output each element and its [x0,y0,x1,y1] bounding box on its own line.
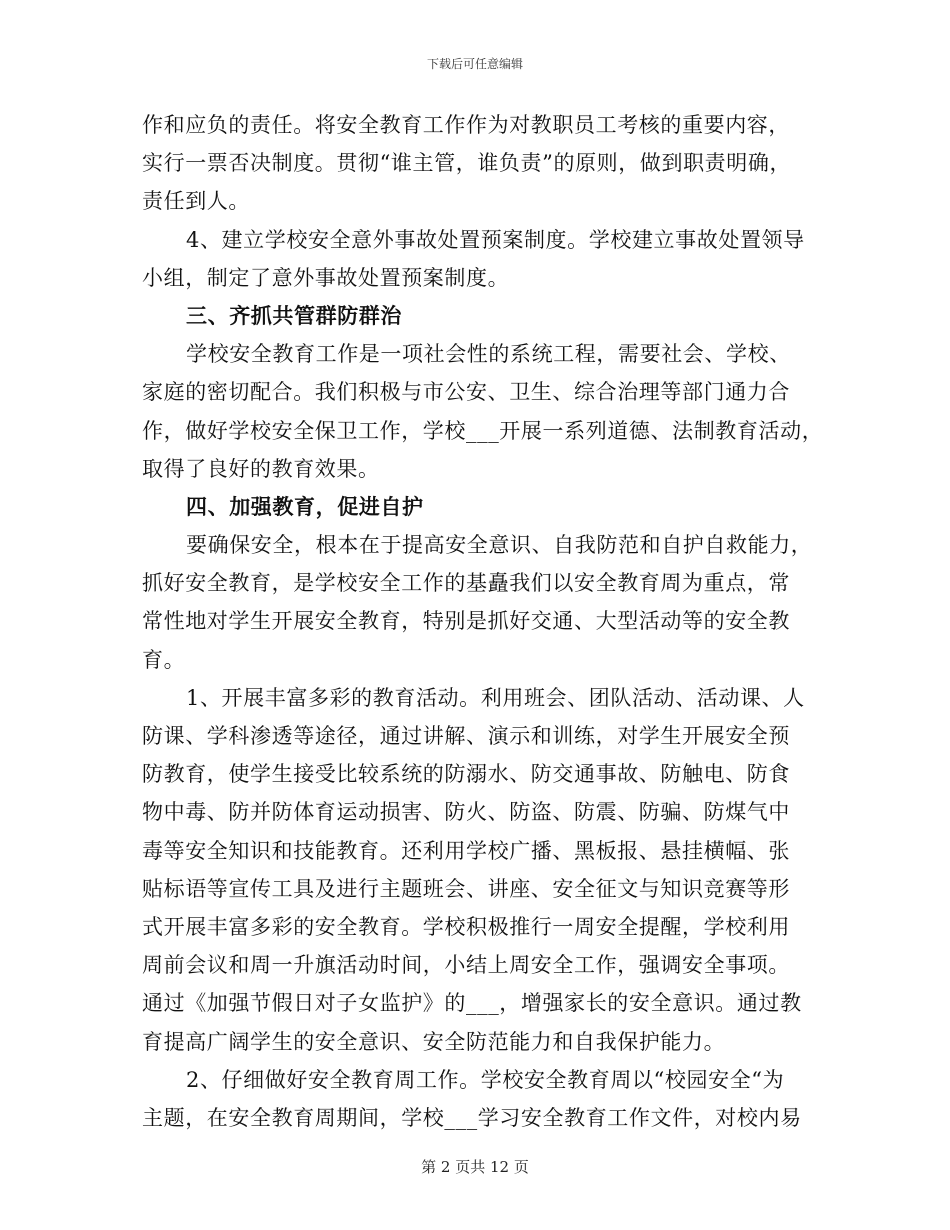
document-body [142,106,824,1137]
body-text-line: 作和应负的责任。将安全教育工作作为对教职员工考核的重要内容， [142,113,790,137]
body-text-line: 学校安全教育工作是一项社会性的系统工程，需要社会、学校、 [186,342,791,367]
body-text-line: 4、建立学校安全意外事故处置预案制度。学校建立事故处置领导 [186,227,805,252]
body-text-line: 物中毒、防并防体育运动损害、防火、防盗、防震、防骗、防煤气中 [142,800,790,825]
body-text-line: 式开展丰富多彩的安全教育。学校积极推行一周安全提醒，学校利用 [142,914,790,939]
body-text-line: 抓好安全教育，是学校安全工作的基矗我们以安全教育周为重点，常 [142,571,790,596]
page-header: 下载后可任意编辑 [426,57,523,71]
body-text-line: 周前会议和周一升旗活动时间，小结上周安全工作，强调安全事项。 [142,953,790,978]
body-text-line: 作，做好学校安全保卫工作，学校___开展一系列道德、法制教育活动， [142,418,824,443]
body-text-line: 2、仔细做好安全教育周工作。学校安全教育周以“校园安全“为 [186,1067,785,1092]
body-text-line: 1、开展丰富多彩的教育活动。利用班会、团队活动、活动课、人 [186,685,805,710]
page-number-footer: 第 2 页共 12 页 [421,1158,529,1176]
body-text-line: 家庭的密切配合。我们积极与市公安、卫生、综合治理等部门通力合 [142,380,790,405]
body-text-line: 主题，在安全教育周期间，学校___学习安全教育工作文件，对校内易 [142,1105,802,1130]
body-text-line: 责任到人。 [142,189,250,214]
body-text-line: 取得了良好的教育效果。 [142,456,380,481]
body-text-line: 育。 [142,647,186,672]
section-heading: 四、加强教育，促进自护 [186,493,424,519]
body-text-line: 贴标语等宣传工具及进行主题班会、讲座、安全征文与知识竞赛等形 [142,876,790,901]
body-text-line: 防课、学科渗透等途径，通过讲解、演示和训练，对学生开展安全预 [142,724,790,748]
section-heading: 三、齐抓共管群防群治 [186,302,402,328]
body-text-line: 要确保安全，根本在于提高安全意识、自我防范和自护自救能力， [186,533,813,558]
body-text-line: 小组，制定了意外事故处置预案制度。 [142,265,510,290]
body-text-line: 毒等安全知识和技能教育。还利用学校广播、黑板报、悬挂横幅、张 [142,838,790,863]
body-text-line: 育提高广阔学生的安全意识、安全防范能力和自我保护能力。 [142,1029,726,1054]
body-text-line: 通过《加强节假日对子女监护》的___，增强家长的安全意识。通过教 [142,991,802,1016]
body-text-line: 常性地对学生开展安全教育，特别是抓好交通、大型活动等的安全教 [142,609,790,634]
body-text-line: 防教育，使学生接受比较系统的防溺水、防交通事故、防触电、防食 [142,762,790,787]
body-text-line: 实行一票否决制度。贯彻“谁主管，谁负责”的原则，做到职责明确， [142,151,792,176]
